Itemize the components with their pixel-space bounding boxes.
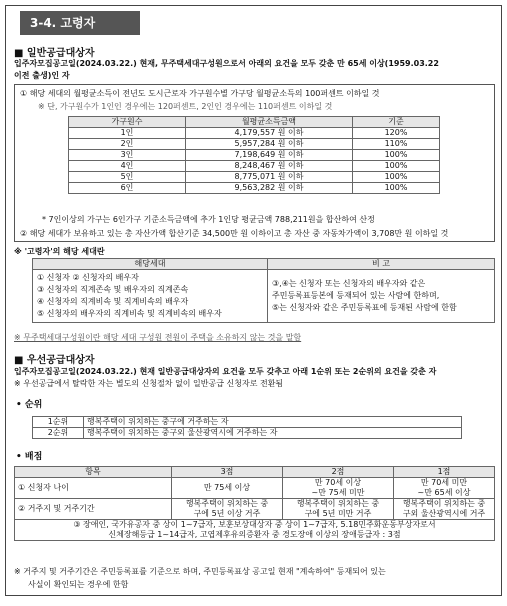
cell: 행복주택이 위치하는 중 구에 5년 미만 거주 [283, 499, 394, 520]
general-desc-1: 입주자모집공고일(2024.03.22.) 현재, 무주택세대구성원으로서 아래의 요건을 모두 갖춘 만 65세 이상(1959.03.22 [14, 59, 439, 68]
cell: 5인 [69, 172, 186, 183]
table-row [69, 128, 440, 139]
priority-desc: 입주자모집공고일(2024.03.22.) 현재 일반공급대상자의 요건을 모두 갖추고 아래 1순위 또는 2순위의 요건을 갖춘 자 [14, 367, 437, 376]
cell: 9,563,282 원 이하 [186, 183, 353, 194]
table-row [69, 183, 440, 194]
cell: 100% [353, 183, 440, 194]
score-header-3: 3점 [172, 467, 283, 478]
section-title: 3-4. 고령자 [20, 11, 140, 35]
cell: 5,957,284 원 이하 [186, 139, 353, 150]
cell: 100% [353, 172, 440, 183]
cell: 100% [353, 150, 440, 161]
requirement-1: ① 해당 세대의 월평균소득이 전년도 도시근로자 가구원수별 가구당 월평균소득의 100퍼센트 이하일 것 [20, 89, 380, 98]
cell: 4인 [69, 161, 186, 172]
list-item: ③,④는 신청자 또는 신청자의 배우자와 같은 [272, 279, 426, 288]
list-item: ③ 신청자의 직계존속 및 배우자의 직계존속 [37, 285, 189, 294]
score-heading: • 배점 [16, 452, 43, 462]
income-table [68, 116, 440, 194]
cell: 만 75세 이상 [172, 478, 283, 499]
income-header-amount: 월평균소득금액 [186, 117, 353, 128]
cell: 만 70세 이상 ~만 75세 미만 [283, 478, 394, 499]
cell: 1인 [69, 128, 186, 139]
table-row [15, 478, 495, 499]
table-row [33, 417, 462, 428]
table-row [33, 428, 462, 439]
table-row [69, 139, 440, 150]
income-header-members: 가구원수 [69, 117, 186, 128]
cell: 100% [353, 161, 440, 172]
household-header-left: 해당세대 [33, 259, 268, 270]
household-note: ※ '고령자'의 해당 세대란 [14, 247, 105, 256]
household-left-cell [33, 270, 268, 323]
cell: 행복주택이 위치하는 중 구외 울산광역시에 거주 [394, 499, 495, 520]
cell: 3인 [69, 150, 186, 161]
requirement-1-note: ※ 단, 가구원수가 1인인 경우에는 120퍼센트, 2인인 경우에는 110퍼센트 이하일 것 [38, 102, 333, 111]
footnote-1: ※ 거주지 및 거주기간은 주민등록표를 기준으로 하며, 주민등록표상 공고일 현재 "계속하여" 등재되어 있는 [14, 567, 386, 576]
cell: 행복주택이 위치하는 중구에 거주하는 자 [84, 417, 462, 428]
cell: 행복주택이 위치하는 중 구에 5년 이상 거주 [172, 499, 283, 520]
household-header-right: 비 고 [268, 259, 495, 270]
cell: 2순위 [33, 428, 84, 439]
document-page [5, 5, 502, 596]
rank-heading: • 순위 [16, 400, 43, 410]
exclusion-note: ※ 무주택세대구성원이란 해당 세대 구성원 전원이 주택을 소유하지 않는 것을 말함 [14, 333, 302, 342]
cell: 2인 [69, 139, 186, 150]
cell: 8,775,071 원 이하 [186, 172, 353, 183]
cell: 1순위 [33, 417, 84, 428]
list-item: ④ 신청자의 직계비속 및 직계비속의 배우자 [37, 297, 189, 306]
list-item: ⑤ 신청자의 배우자의 직계비속 및 직계비속의 배우자 [37, 309, 222, 318]
score-header-1: 1점 [394, 467, 495, 478]
table-row [15, 520, 495, 541]
score-header-item: 항목 [15, 467, 172, 478]
household-right-cell [268, 270, 495, 323]
general-heading: ■ 일반공급대상자 [14, 48, 95, 59]
cell: ① 신청자 나이 [15, 478, 172, 499]
cell: 4,179,557 원 이하 [186, 128, 353, 139]
cell: 만 70세 미만 ~만 65세 이상 [394, 478, 495, 499]
footnote-2: 사실이 확인되는 경우에 한함 [28, 580, 129, 589]
rank-table [32, 416, 462, 439]
list-item: 주민등록표등본에 등재되어 있는 사람에 한하며, [272, 291, 440, 300]
cell: 8,248,467 원 이하 [186, 161, 353, 172]
income-footnote: * 7인이상의 가구는 6인가구 기준소득금액에 추가 1인당 평균금액 788,211원을 합산하여 산정 [42, 215, 375, 224]
score-header-2: 2점 [283, 467, 394, 478]
requirement-2: ② 해당 세대가 보유하고 있는 총 자산가액 합산기준 34,500만 원 이하이고 총 자산 중 자동차가액이 3,708만 원 이하일 것 [20, 229, 449, 238]
cell: 120% [353, 128, 440, 139]
list-item: ⑤는 신청자와 같은 주민등록표에 등재된 사람에 한함 [272, 303, 457, 312]
cell: 7,198,649 원 이하 [186, 150, 353, 161]
priority-note: ※ 우선공급에서 탈락한 자는 별도의 신청절차 없이 일반공급 신청자로 전환됨 [14, 379, 284, 388]
cell: ③ 장애인, 국가유공자 중 상이 1~7급자, 보훈보상대상자 중 상이 1~7급자, 5.18민주화운동부상자로서 신체장해등급 1~14급자, 고엽제후유의증환자 중 경도장애 이상의 장애등급자 : 3점 [15, 520, 495, 541]
table-row [69, 150, 440, 161]
cell: 110% [353, 139, 440, 150]
cell: 행복주택이 위치하는 중구외 울산광역시에 거주하는 자 [84, 428, 462, 439]
priority-heading: ■ 우선공급대상자 [14, 355, 95, 366]
list-item: ① 신청자 ② 신청자의 배우자 [37, 273, 139, 282]
general-desc-2: 이전 출생)인 자 [14, 71, 70, 80]
score-table [14, 466, 495, 541]
table-row [15, 499, 495, 520]
table-row [69, 161, 440, 172]
cell: ② 거주지 및 거주기간 [15, 499, 172, 520]
table-row [69, 172, 440, 183]
cell: 6인 [69, 183, 186, 194]
income-header-standard: 기준 [353, 117, 440, 128]
household-table [32, 258, 495, 323]
